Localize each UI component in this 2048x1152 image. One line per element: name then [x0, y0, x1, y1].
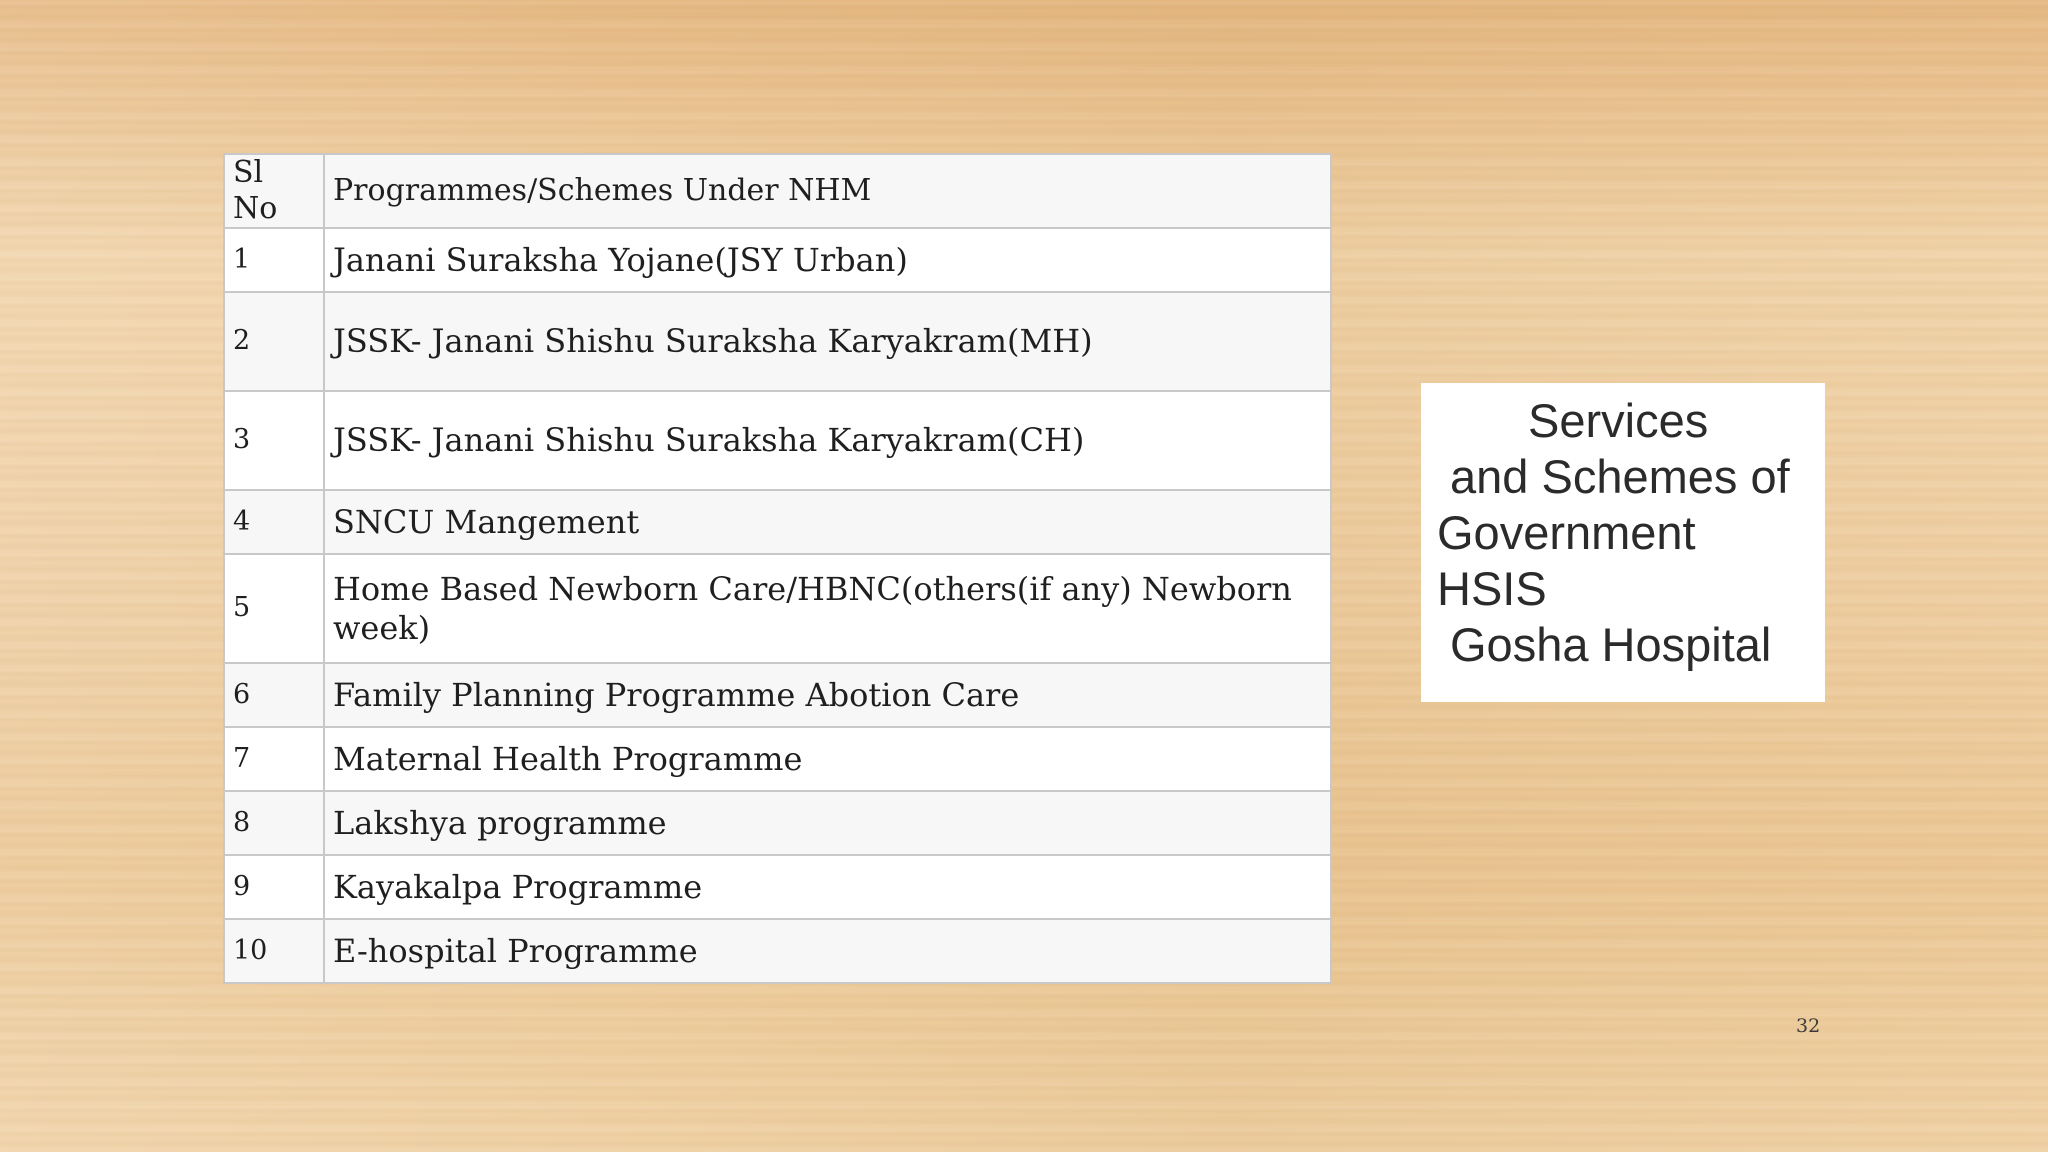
- table-row: [224, 855, 1331, 919]
- row-sl-no: 5: [224, 554, 324, 663]
- row-sl-no: 2: [224, 292, 324, 391]
- row-sl-no: 6: [224, 663, 324, 727]
- programmes-table: [223, 153, 1332, 984]
- table-row: [224, 554, 1331, 663]
- row-programme: Kayakalpa Programme: [324, 855, 1331, 919]
- title-line: Services: [1528, 394, 1709, 447]
- row-sl-no: 8: [224, 791, 324, 855]
- page-number: 32: [1796, 1015, 1821, 1037]
- row-programme: JSSK- Janani Shishu Suraksha Karyakram(CH): [324, 391, 1331, 490]
- title-box: [1421, 383, 1825, 702]
- row-programme: Maternal Health Programme: [324, 727, 1331, 791]
- row-programme: SNCU Mangement: [324, 490, 1331, 554]
- table-row: [224, 292, 1331, 391]
- header-programme: Programmes/Schemes Under NHM: [324, 154, 1331, 228]
- table-row: [224, 391, 1331, 490]
- table-row: [224, 228, 1331, 292]
- row-sl-no: 9: [224, 855, 324, 919]
- title-line: Gosha Hospital: [1450, 618, 1772, 671]
- row-programme: Lakshya programme: [324, 791, 1331, 855]
- row-programme: JSSK- Janani Shishu Suraksha Karyakram(MH): [324, 292, 1331, 391]
- title-line: HSIS: [1437, 562, 1547, 615]
- row-programme: Family Planning Programme Abotion Care: [324, 663, 1331, 727]
- row-sl-no: 1: [224, 228, 324, 292]
- row-sl-no: 10: [224, 919, 324, 983]
- row-sl-no: 4: [224, 490, 324, 554]
- table-row: [224, 791, 1331, 855]
- table-row: [224, 727, 1331, 791]
- title-line: and Schemes of: [1450, 450, 1790, 503]
- table-header-row: [224, 154, 1331, 228]
- row-programme: Janani Suraksha Yojane(JSY Urban): [324, 228, 1331, 292]
- row-sl-no: 7: [224, 727, 324, 791]
- table-row: [224, 663, 1331, 727]
- row-programme: E-hospital Programme: [324, 919, 1331, 983]
- table-row: [224, 919, 1331, 983]
- row-sl-no: 3: [224, 391, 324, 490]
- title-line: Government: [1437, 506, 1696, 559]
- header-sl-no: Sl No: [224, 154, 324, 228]
- table-row: [224, 490, 1331, 554]
- row-programme: Home Based Newborn Care/HBNC(others(if any) Newborn week): [324, 554, 1331, 663]
